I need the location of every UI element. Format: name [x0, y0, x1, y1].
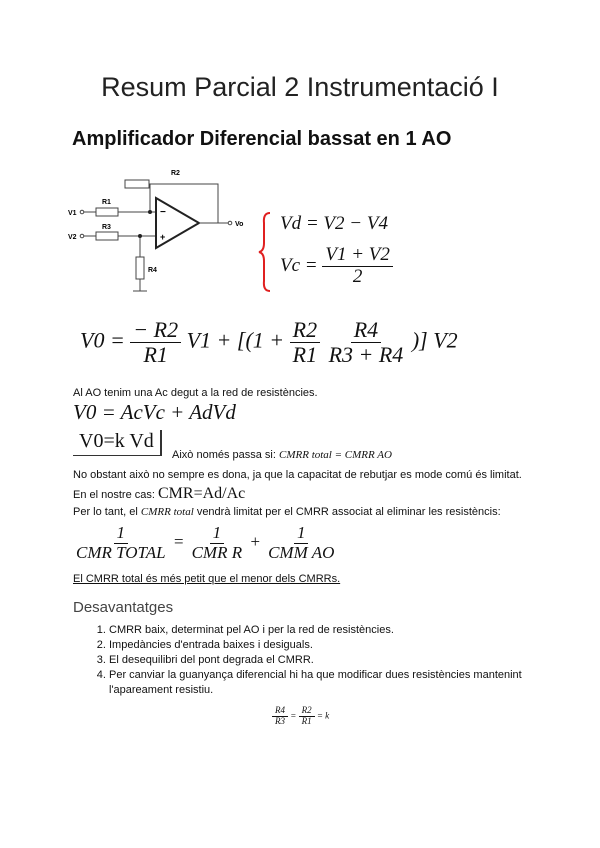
frac2-den: R1	[292, 342, 318, 368]
r1-label: R1	[102, 199, 111, 206]
svg-text:+: +	[160, 232, 166, 242]
math-inline: CMRR total = CMRR AO	[279, 449, 392, 461]
num: R4	[272, 706, 288, 717]
text: vendrà limitat per el CMRR associat al eliminar les resistèncis:	[196, 506, 501, 518]
section-heading: Amplificador Diferencial bassat en 1 AO	[72, 128, 452, 150]
r3-label: R3	[102, 224, 111, 231]
frac2-num: R2	[290, 318, 320, 343]
math-inline: CMRR total	[140, 506, 194, 518]
brace-icon	[258, 211, 272, 293]
v0-ac-ad-equation: V0 = AcVc + AdVd	[73, 400, 236, 424]
text: Per lo tant, el	[73, 506, 138, 518]
frac3-den: R3 + R4	[328, 342, 404, 368]
list-item: 1. CMRR baix, determinat pel AO i per la red de resistències.	[109, 623, 543, 638]
math-inline: CMR=Ad/Ac	[158, 485, 246, 502]
list-item: 2. Impedàncies d'entrada baixes i desiguals.	[109, 638, 543, 653]
paragraph: Al AO tenim una Ac degut a la red de resistències.	[73, 387, 318, 399]
subheading: Desavantatges	[73, 599, 174, 616]
disadvantages-list	[73, 623, 543, 698]
paragraph	[73, 485, 245, 503]
vc-num: V1 + V2	[322, 245, 393, 267]
svg-text:−: −	[160, 207, 166, 218]
document-title: Resum Parcial 2 Instrumentació I	[101, 72, 499, 102]
r2-label: R2	[171, 170, 180, 177]
vc-equation	[280, 245, 393, 288]
vc-den: 2	[352, 265, 363, 287]
plus: +	[249, 532, 261, 552]
num: 1	[210, 524, 225, 544]
den: R1	[301, 715, 312, 726]
paragraph	[172, 449, 392, 461]
num: 1	[114, 524, 129, 544]
paragraph-underlined: El CMRR total és més petit que el menor dels CMRRs.	[73, 573, 341, 585]
v0-lhs: V0 =	[80, 327, 125, 353]
v0-end: )] V2	[411, 327, 458, 353]
v2-label: V2	[68, 234, 77, 241]
vd-vc-equations	[258, 205, 388, 297]
paragraph	[73, 506, 501, 518]
paragraph: No obstant això no sempre es dona, ja que la capacitat de rebutjar es mode comú és limitat.	[73, 469, 522, 481]
num: 1	[294, 524, 309, 544]
vc-lhs: Vc =	[280, 254, 318, 276]
r4-label: R4	[148, 267, 157, 274]
frac3-num: R4	[351, 318, 381, 343]
cmr-total-equation	[73, 524, 337, 562]
equals: =	[172, 532, 185, 552]
num: R2	[299, 706, 315, 717]
boxed-equation: V0=k Vd	[73, 430, 162, 456]
text: En el nostre cas:	[73, 489, 155, 501]
frac1-num: − R2	[130, 318, 181, 343]
list-item: 4. Per canviar la guanyança diferencial hi ha que modificar dues resistències mantenint l'apareament resistiu.	[109, 668, 543, 698]
den: CMM AO	[268, 542, 335, 562]
k-ratio-equation: $\frac{R4}{R3}$ = $\frac{R2}{R1}$ = k	[272, 706, 329, 727]
vo-label: Vo	[235, 221, 244, 228]
den: CMR R	[191, 542, 243, 562]
vd-equation: Vd = V2 − V4	[280, 213, 388, 234]
v0-mid: V1 + [(1 +	[186, 327, 285, 353]
v0-equation	[80, 318, 458, 367]
list-item: 3. El desequilibri del pont degrada el CMRR.	[109, 653, 543, 668]
k: = k	[316, 710, 330, 721]
den: CMR TOTAL	[76, 542, 166, 562]
diff-amp-circuit	[64, 165, 260, 300]
text: Això només passa si:	[172, 449, 276, 461]
v1-label: V1	[68, 210, 77, 217]
den: R3	[275, 715, 285, 726]
frac1-den: R1	[143, 342, 168, 368]
